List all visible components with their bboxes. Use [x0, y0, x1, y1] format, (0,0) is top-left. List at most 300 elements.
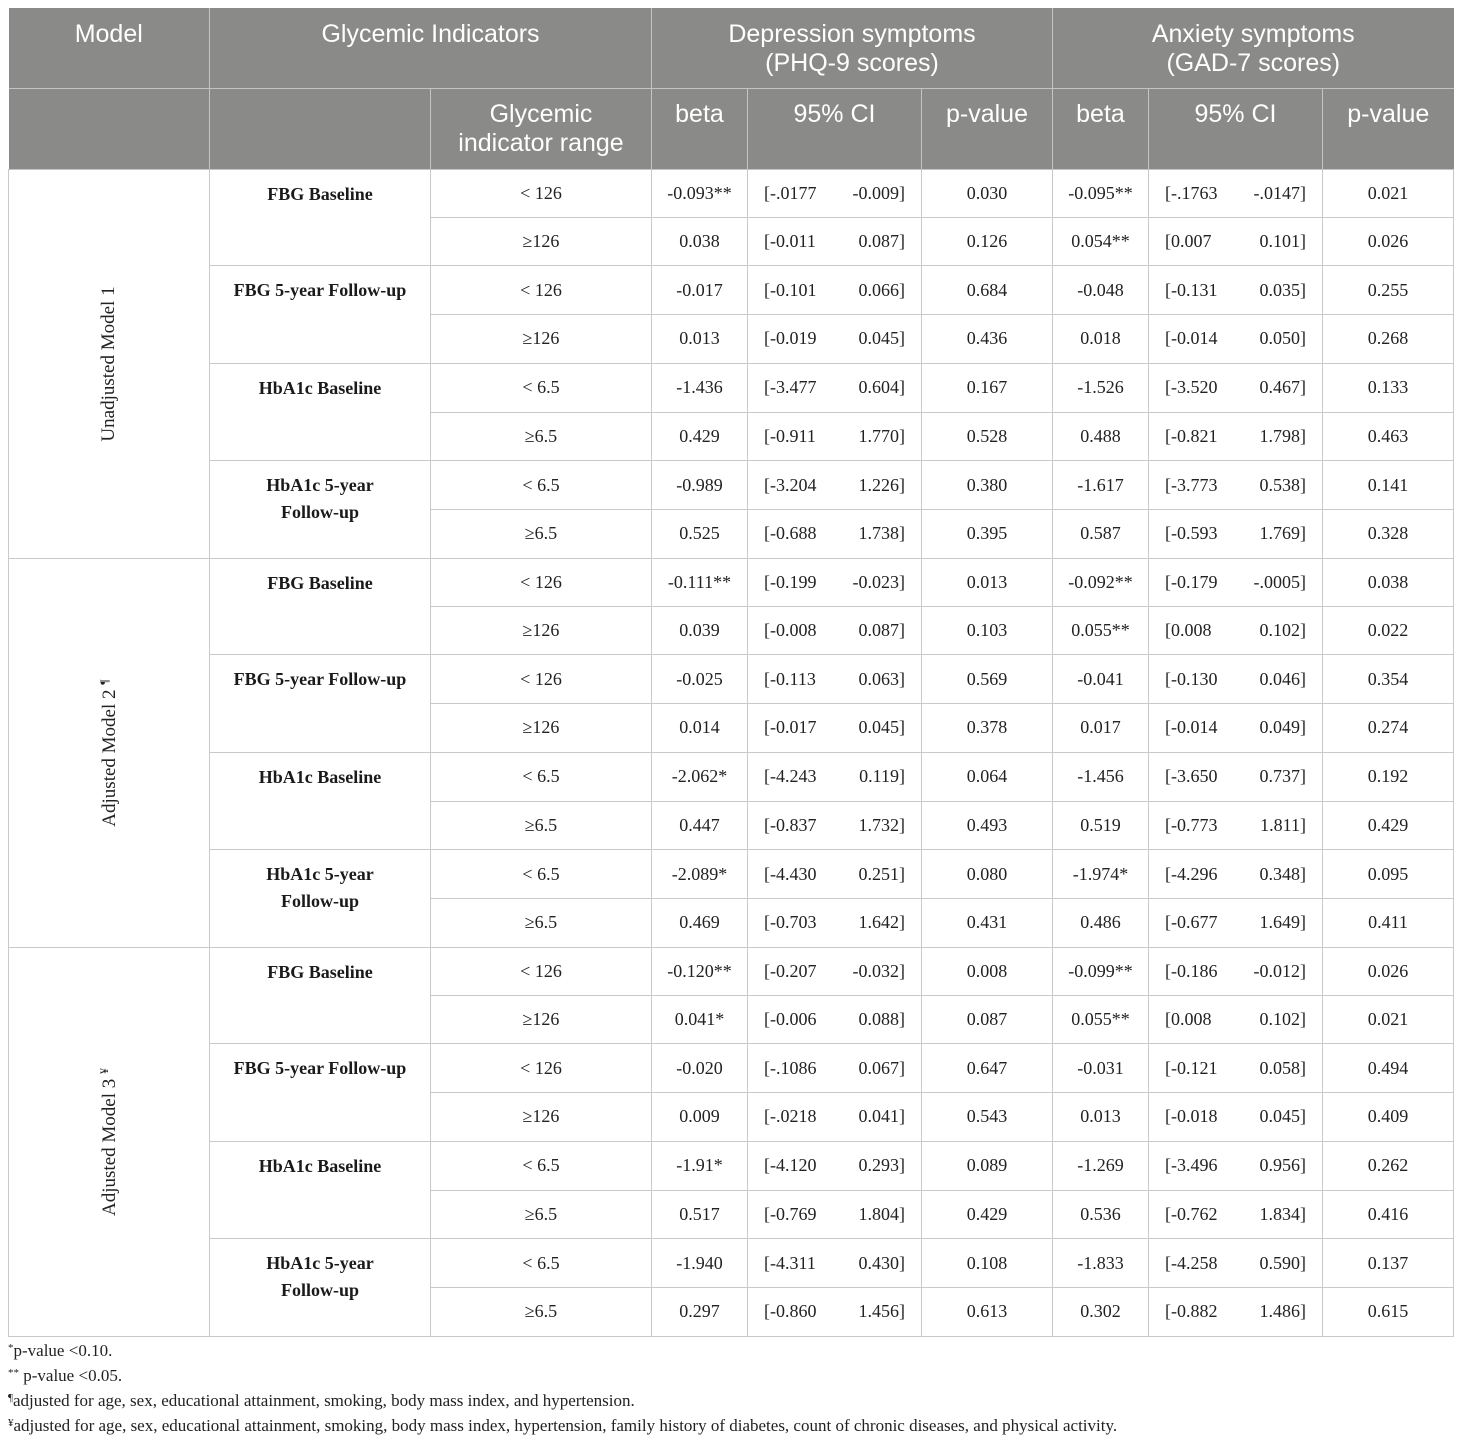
- anxiety-ci-upper-cell: 1.811]: [1236, 801, 1323, 849]
- indicator-cell: [210, 266, 431, 363]
- depression-beta-cell: 0.429: [652, 412, 748, 460]
- anxiety-beta-cell: -0.095**: [1053, 169, 1149, 217]
- range-cell: ≥6.5: [431, 1288, 652, 1336]
- header-empty-indicator: [210, 88, 431, 169]
- range-cell: < 6.5: [431, 1141, 652, 1190]
- range-cell: < 126: [431, 1044, 652, 1093]
- footnote-text: p-value <0.10.: [13, 1341, 113, 1360]
- anxiety-beta-cell: -0.031: [1053, 1044, 1149, 1093]
- anxiety-ci-upper-cell: 1.486]: [1236, 1288, 1323, 1336]
- indicator-cell: [210, 1141, 431, 1238]
- depression-ci-lower-cell: [-.0218: [748, 1093, 835, 1141]
- anxiety-ci-upper-cell: 0.102]: [1236, 995, 1323, 1043]
- footnote-mark: ¶: [8, 1392, 13, 1404]
- range-cell: ≥6.5: [431, 412, 652, 460]
- anxiety-ci-upper-cell: 1.649]: [1236, 899, 1323, 947]
- anxiety-pvalue-cell: 0.463: [1323, 412, 1454, 460]
- depression-beta-cell: 0.297: [652, 1288, 748, 1336]
- anxiety-beta-cell: 0.018: [1053, 315, 1149, 363]
- depression-beta-cell: 0.013: [652, 315, 748, 363]
- depression-beta-cell: 0.038: [652, 217, 748, 265]
- anxiety-beta-cell: 0.017: [1053, 704, 1149, 752]
- depression-pvalue-cell: 0.569: [922, 655, 1053, 704]
- header-depression: [652, 8, 1053, 88]
- anxiety-ci-lower-cell: [-0.131: [1149, 266, 1236, 315]
- model-label: [98, 286, 120, 441]
- footnote-text: adjusted for age, sex, educational attainment, smoking, body mass index, and hypertension.: [12, 1391, 635, 1410]
- model-label-wrap: [9, 170, 209, 558]
- model-label: [97, 1068, 121, 1216]
- model-label-wrap: [9, 948, 209, 1336]
- anxiety-beta-cell: -0.041: [1053, 655, 1149, 704]
- anxiety-pvalue-cell: 0.137: [1323, 1239, 1454, 1288]
- depression-ci-upper-cell: 0.088]: [835, 995, 922, 1043]
- header-anxiety: [1053, 8, 1454, 88]
- depression-ci-lower-cell: [-.0177: [748, 169, 835, 217]
- depression-ci-upper-cell: -0.032]: [835, 947, 922, 995]
- table-row: [9, 655, 1454, 704]
- header-glycemic-indicators: Glycemic Indicators: [210, 8, 652, 88]
- anxiety-beta-cell: -1.269: [1053, 1141, 1149, 1190]
- depression-ci-upper-cell: -0.023]: [835, 558, 922, 606]
- table-row: [9, 1044, 1454, 1093]
- anxiety-ci-upper-cell: 0.590]: [1236, 1239, 1323, 1288]
- depression-beta-cell: -0.017: [652, 266, 748, 315]
- header-depression-ci: 95% CI: [748, 88, 922, 169]
- model-name: Adjusted Model 3: [99, 1078, 121, 1216]
- depression-pvalue-cell: 0.108: [922, 1239, 1053, 1288]
- header-model: Model: [9, 8, 210, 88]
- anxiety-pvalue-cell: 0.268: [1323, 315, 1454, 363]
- depression-beta-cell: 0.447: [652, 801, 748, 849]
- range-cell: < 126: [431, 655, 652, 704]
- depression-ci-upper-cell: 1.456]: [835, 1288, 922, 1336]
- anxiety-ci-lower-cell: [0.008: [1149, 606, 1236, 654]
- model-cell: [9, 558, 210, 947]
- depression-beta-cell: 0.525: [652, 510, 748, 558]
- header-anxiety-line1: Anxiety symptoms: [1151, 20, 1355, 48]
- anxiety-pvalue-cell: 0.021: [1323, 995, 1454, 1043]
- anxiety-ci-upper-cell: 0.956]: [1236, 1141, 1323, 1190]
- depression-ci-lower-cell: [-4.311: [748, 1239, 835, 1288]
- table-header: [9, 8, 1454, 169]
- depression-ci-lower-cell: [-0.837: [748, 801, 835, 849]
- depression-pvalue-cell: 0.089: [922, 1141, 1053, 1190]
- table-row: [9, 947, 1454, 995]
- depression-ci-lower-cell: [-0.008: [748, 606, 835, 654]
- depression-pvalue-cell: 0.126: [922, 217, 1053, 265]
- anxiety-pvalue-cell: 0.411: [1323, 899, 1454, 947]
- anxiety-ci-upper-cell: 0.058]: [1236, 1044, 1323, 1093]
- depression-beta-cell: 0.039: [652, 606, 748, 654]
- header-anxiety-pvalue: p-value: [1323, 88, 1454, 169]
- depression-beta-cell: -0.093**: [652, 169, 748, 217]
- anxiety-ci-lower-cell: [-.1763: [1149, 169, 1236, 217]
- anxiety-ci-lower-cell: [-3.650: [1149, 752, 1236, 801]
- depression-pvalue-cell: 0.087: [922, 995, 1053, 1043]
- indicator-cell: [210, 947, 431, 1044]
- indicator-cell: [210, 850, 431, 947]
- depression-beta-cell: 0.517: [652, 1190, 748, 1238]
- indicator-cell: [210, 1239, 431, 1336]
- range-cell: ≥6.5: [431, 1190, 652, 1238]
- depression-ci-lower-cell: [-0.860: [748, 1288, 835, 1336]
- header-empty-model: [9, 88, 210, 169]
- depression-pvalue-cell: 0.103: [922, 606, 1053, 654]
- indicator-cell: [210, 752, 431, 849]
- depression-ci-lower-cell: [-0.113: [748, 655, 835, 704]
- anxiety-ci-upper-cell: 0.045]: [1236, 1093, 1323, 1141]
- depression-ci-upper-cell: 0.293]: [835, 1141, 922, 1190]
- header-depression-line1: Depression symptoms: [728, 20, 976, 48]
- indicator-label: HbA1c 5-year: [266, 864, 374, 885]
- anxiety-ci-lower-cell: [-0.130: [1149, 655, 1236, 704]
- header-depression-line2: (PHQ-9 scores): [765, 49, 939, 77]
- table-row: [9, 558, 1454, 606]
- depression-ci-lower-cell: [-3.477: [748, 363, 835, 412]
- header-range-line2: indicator range: [458, 128, 624, 157]
- anxiety-ci-upper-cell: 1.798]: [1236, 412, 1323, 460]
- depression-ci-upper-cell: 1.642]: [835, 899, 922, 947]
- anxiety-pvalue-cell: 0.133: [1323, 363, 1454, 412]
- indicator-label: Follow-up: [280, 1280, 359, 1301]
- depression-beta-cell: -0.020: [652, 1044, 748, 1093]
- model-label: [97, 679, 121, 826]
- anxiety-beta-cell: -1.526: [1053, 363, 1149, 412]
- footnote-line: [8, 1388, 1117, 1413]
- depression-ci-lower-cell: [-0.688: [748, 510, 835, 558]
- depression-pvalue-cell: 0.380: [922, 461, 1053, 510]
- anxiety-ci-upper-cell: 0.050]: [1236, 315, 1323, 363]
- range-cell: ≥6.5: [431, 510, 652, 558]
- depression-beta-cell: -2.089*: [652, 850, 748, 899]
- anxiety-ci-lower-cell: [-0.773: [1149, 801, 1236, 849]
- depression-ci-upper-cell: -0.009]: [835, 169, 922, 217]
- anxiety-ci-upper-cell: 1.834]: [1236, 1190, 1323, 1238]
- results-table: [8, 8, 1454, 1337]
- anxiety-beta-cell: -1.974*: [1053, 850, 1149, 899]
- anxiety-ci-lower-cell: [-0.014: [1149, 704, 1236, 752]
- anxiety-pvalue-cell: 0.192: [1323, 752, 1454, 801]
- anxiety-beta-cell: -1.833: [1053, 1239, 1149, 1288]
- indicator-label: FBG Baseline: [267, 961, 373, 982]
- indicator-label: HbA1c Baseline: [258, 1155, 382, 1176]
- anxiety-beta-cell: 0.486: [1053, 899, 1149, 947]
- anxiety-ci-lower-cell: [-0.018: [1149, 1093, 1236, 1141]
- depression-ci-lower-cell: [-0.019: [748, 315, 835, 363]
- depression-ci-lower-cell: [-0.101: [748, 266, 835, 315]
- depression-ci-upper-cell: 0.045]: [835, 704, 922, 752]
- range-cell: ≥126: [431, 217, 652, 265]
- anxiety-pvalue-cell: 0.409: [1323, 1093, 1454, 1141]
- indicator-label: FBG Baseline: [267, 572, 373, 593]
- anxiety-ci-lower-cell: [-3.773: [1149, 461, 1236, 510]
- depression-ci-upper-cell: 0.041]: [835, 1093, 922, 1141]
- range-cell: < 126: [431, 947, 652, 995]
- anxiety-pvalue-cell: 0.022: [1323, 606, 1454, 654]
- indicator-label: Follow-up: [280, 502, 359, 523]
- anxiety-ci-lower-cell: [-4.258: [1149, 1239, 1236, 1288]
- anxiety-ci-lower-cell: [-0.014: [1149, 315, 1236, 363]
- range-cell: ≥126: [431, 1093, 652, 1141]
- anxiety-beta-cell: -1.617: [1053, 461, 1149, 510]
- depression-beta-cell: -0.025: [652, 655, 748, 704]
- anxiety-pvalue-cell: 0.026: [1323, 217, 1454, 265]
- table-row: [9, 850, 1454, 899]
- anxiety-pvalue-cell: 0.095: [1323, 850, 1454, 899]
- anxiety-pvalue-cell: 0.274: [1323, 704, 1454, 752]
- indicator-cell: [210, 655, 431, 752]
- anxiety-pvalue-cell: 0.354: [1323, 655, 1454, 704]
- anxiety-ci-upper-cell: 0.049]: [1236, 704, 1323, 752]
- anxiety-pvalue-cell: 0.494: [1323, 1044, 1454, 1093]
- range-cell: < 6.5: [431, 1239, 652, 1288]
- anxiety-pvalue-cell: 0.038: [1323, 558, 1454, 606]
- depression-ci-upper-cell: 0.430]: [835, 1239, 922, 1288]
- table-row: [9, 266, 1454, 315]
- depression-ci-upper-cell: 0.087]: [835, 606, 922, 654]
- anxiety-ci-lower-cell: [-0.186: [1149, 947, 1236, 995]
- table-row: [9, 1141, 1454, 1190]
- depression-pvalue-cell: 0.030: [922, 169, 1053, 217]
- indicator-label: FBG 5-year Follow-up: [233, 280, 407, 301]
- anxiety-pvalue-cell: 0.262: [1323, 1141, 1454, 1190]
- footnote-line: [8, 1338, 1117, 1363]
- anxiety-ci-lower-cell: [-0.179: [1149, 558, 1236, 606]
- depression-ci-lower-cell: [-0.703: [748, 899, 835, 947]
- anxiety-pvalue-cell: 0.255: [1323, 266, 1454, 315]
- table-row: [9, 752, 1454, 801]
- range-cell: ≥126: [431, 995, 652, 1043]
- depression-beta-cell: -1.940: [652, 1239, 748, 1288]
- depression-beta-cell: 0.469: [652, 899, 748, 947]
- range-cell: ≥126: [431, 704, 652, 752]
- header-anxiety-beta: beta: [1053, 88, 1149, 169]
- header-depression-beta: beta: [652, 88, 748, 169]
- header-anxiety-line2: (GAD-7 scores): [1166, 49, 1341, 77]
- depression-pvalue-cell: 0.436: [922, 315, 1053, 363]
- depression-ci-upper-cell: 0.066]: [835, 266, 922, 315]
- depression-pvalue-cell: 0.684: [922, 266, 1053, 315]
- depression-pvalue-cell: 0.613: [922, 1288, 1053, 1336]
- indicator-cell: [210, 1044, 431, 1141]
- header-range-line1: Glycemic: [489, 99, 593, 128]
- anxiety-ci-upper-cell: -0.012]: [1236, 947, 1323, 995]
- depression-beta-cell: 0.014: [652, 704, 748, 752]
- anxiety-ci-upper-cell: 1.769]: [1236, 510, 1323, 558]
- anxiety-pvalue-cell: 0.021: [1323, 169, 1454, 217]
- model-name: Adjusted Model 2: [99, 688, 121, 827]
- depression-ci-upper-cell: 1.732]: [835, 801, 922, 849]
- anxiety-beta-cell: 0.519: [1053, 801, 1149, 849]
- anxiety-beta-cell: -0.099**: [1053, 947, 1149, 995]
- depression-ci-upper-cell: 1.770]: [835, 412, 922, 460]
- header-depression-pvalue: p-value: [922, 88, 1053, 169]
- depression-beta-cell: 0.041*: [652, 995, 748, 1043]
- depression-beta-cell: -0.989: [652, 461, 748, 510]
- anxiety-beta-cell: 0.055**: [1053, 606, 1149, 654]
- footnote-line: [8, 1413, 1117, 1438]
- anxiety-beta-cell: 0.055**: [1053, 995, 1149, 1043]
- header-range: [431, 88, 652, 169]
- anxiety-beta-cell: -0.048: [1053, 266, 1149, 315]
- indicator-label: FBG Baseline: [267, 183, 373, 204]
- depression-ci-upper-cell: 0.119]: [835, 752, 922, 801]
- depression-ci-lower-cell: [-0.207: [748, 947, 835, 995]
- range-cell: < 6.5: [431, 752, 652, 801]
- depression-beta-cell: -0.120**: [652, 947, 748, 995]
- depression-ci-upper-cell: 0.087]: [835, 217, 922, 265]
- anxiety-pvalue-cell: 0.026: [1323, 947, 1454, 995]
- anxiety-beta-cell: 0.536: [1053, 1190, 1149, 1238]
- model-cell: [9, 947, 210, 1336]
- depression-ci-upper-cell: 1.226]: [835, 461, 922, 510]
- anxiety-ci-upper-cell: -.0005]: [1236, 558, 1323, 606]
- anxiety-ci-lower-cell: [-3.520: [1149, 363, 1236, 412]
- anxiety-ci-lower-cell: [-0.882: [1149, 1288, 1236, 1336]
- indicator-cell: [210, 558, 431, 655]
- depression-ci-lower-cell: [-0.011: [748, 217, 835, 265]
- indicator-cell: [210, 169, 431, 266]
- depression-pvalue-cell: 0.493: [922, 801, 1053, 849]
- footnote-mark: *: [8, 1342, 14, 1354]
- depression-ci-upper-cell: 1.738]: [835, 510, 922, 558]
- table-row: [9, 363, 1454, 412]
- depression-pvalue-cell: 0.543: [922, 1093, 1053, 1141]
- depression-ci-lower-cell: [-4.430: [748, 850, 835, 899]
- anxiety-ci-upper-cell: 0.102]: [1236, 606, 1323, 654]
- depression-ci-lower-cell: [-3.204: [748, 461, 835, 510]
- range-cell: < 126: [431, 266, 652, 315]
- range-cell: < 126: [431, 169, 652, 217]
- anxiety-ci-lower-cell: [-0.821: [1149, 412, 1236, 460]
- range-cell: < 6.5: [431, 461, 652, 510]
- depression-ci-upper-cell: 0.063]: [835, 655, 922, 704]
- indicator-label: FBG 5-year Follow-up: [233, 669, 407, 690]
- depression-pvalue-cell: 0.647: [922, 1044, 1053, 1093]
- anxiety-ci-upper-cell: 0.538]: [1236, 461, 1323, 510]
- depression-beta-cell: -1.91*: [652, 1141, 748, 1190]
- anxiety-ci-lower-cell: [0.007: [1149, 217, 1236, 265]
- indicator-label: HbA1c 5-year: [266, 1253, 374, 1274]
- anxiety-ci-upper-cell: 0.035]: [1236, 266, 1323, 315]
- footnote-text: adjusted for age, sex, educational attainment, smoking, body mass index, hypertension, family history of diabetes, count of chronic diseases, and physical activity.: [13, 1416, 1118, 1435]
- range-cell: ≥6.5: [431, 899, 652, 947]
- range-cell: < 6.5: [431, 363, 652, 412]
- depression-pvalue-cell: 0.167: [922, 363, 1053, 412]
- indicator-label: HbA1c 5-year: [266, 475, 374, 496]
- depression-ci-lower-cell: [-0.017: [748, 704, 835, 752]
- indicator-label: Follow-up: [280, 891, 359, 912]
- depression-pvalue-cell: 0.431: [922, 899, 1053, 947]
- anxiety-beta-cell: -1.456: [1053, 752, 1149, 801]
- depression-ci-lower-cell: [-0.199: [748, 558, 835, 606]
- footnote-line: [8, 1363, 1117, 1388]
- indicator-cell: [210, 461, 431, 558]
- depression-beta-cell: -1.436: [652, 363, 748, 412]
- range-cell: ≥6.5: [431, 801, 652, 849]
- depression-pvalue-cell: 0.013: [922, 558, 1053, 606]
- depression-pvalue-cell: 0.064: [922, 752, 1053, 801]
- model-name: Unadjusted Model 1: [98, 285, 119, 442]
- anxiety-ci-lower-cell: [-0.121: [1149, 1044, 1236, 1093]
- depression-pvalue-cell: 0.429: [922, 1190, 1053, 1238]
- anxiety-ci-upper-cell: -.0147]: [1236, 169, 1323, 217]
- depression-pvalue-cell: 0.080: [922, 850, 1053, 899]
- indicator-label: FBG 5-year Follow-up: [233, 1058, 407, 1079]
- anxiety-ci-lower-cell: [-4.296: [1149, 850, 1236, 899]
- indicator-label: HbA1c Baseline: [258, 377, 382, 398]
- depression-ci-upper-cell: 0.045]: [835, 315, 922, 363]
- anxiety-ci-upper-cell: 0.101]: [1236, 217, 1323, 265]
- depression-beta-cell: 0.009: [652, 1093, 748, 1141]
- anxiety-beta-cell: -0.092**: [1053, 558, 1149, 606]
- depression-beta-cell: -2.062*: [652, 752, 748, 801]
- anxiety-ci-lower-cell: [-3.496: [1149, 1141, 1236, 1190]
- anxiety-ci-upper-cell: 0.737]: [1236, 752, 1323, 801]
- depression-ci-upper-cell: 1.804]: [835, 1190, 922, 1238]
- depression-pvalue-cell: 0.008: [922, 947, 1053, 995]
- model-label-wrap: [9, 559, 209, 947]
- footnote-mark: ¥: [8, 1417, 14, 1429]
- range-cell: < 6.5: [431, 850, 652, 899]
- depression-ci-upper-cell: 0.067]: [835, 1044, 922, 1093]
- depression-ci-lower-cell: [-4.120: [748, 1141, 835, 1190]
- anxiety-ci-lower-cell: [-0.762: [1149, 1190, 1236, 1238]
- depression-ci-upper-cell: 0.251]: [835, 850, 922, 899]
- range-cell: ≥126: [431, 315, 652, 363]
- anxiety-beta-cell: 0.013: [1053, 1093, 1149, 1141]
- depression-ci-upper-cell: 0.604]: [835, 363, 922, 412]
- table-row: [9, 1239, 1454, 1288]
- model-footnote-mark: ¶: [96, 678, 111, 685]
- depression-ci-lower-cell: [-4.243: [748, 752, 835, 801]
- anxiety-ci-upper-cell: 0.467]: [1236, 363, 1323, 412]
- table-body: [9, 169, 1454, 1336]
- footnote-text: p-value <0.05.: [19, 1366, 123, 1385]
- depression-ci-lower-cell: [-0.911: [748, 412, 835, 460]
- depression-pvalue-cell: 0.378: [922, 704, 1053, 752]
- range-cell: < 126: [431, 558, 652, 606]
- table-row: [9, 461, 1454, 510]
- depression-ci-lower-cell: [-0.769: [748, 1190, 835, 1238]
- range-cell: ≥126: [431, 606, 652, 654]
- depression-ci-lower-cell: [-.1086: [748, 1044, 835, 1093]
- anxiety-beta-cell: 0.302: [1053, 1288, 1149, 1336]
- depression-beta-cell: -0.111**: [652, 558, 748, 606]
- depression-pvalue-cell: 0.528: [922, 412, 1053, 460]
- anxiety-ci-lower-cell: [-0.593: [1149, 510, 1236, 558]
- anxiety-ci-lower-cell: [-0.677: [1149, 899, 1236, 947]
- table-row: [9, 169, 1454, 217]
- footnote-mark: **: [8, 1367, 19, 1379]
- depression-ci-lower-cell: [-0.006: [748, 995, 835, 1043]
- anxiety-pvalue-cell: 0.416: [1323, 1190, 1454, 1238]
- anxiety-pvalue-cell: 0.328: [1323, 510, 1454, 558]
- depression-pvalue-cell: 0.395: [922, 510, 1053, 558]
- anxiety-pvalue-cell: 0.429: [1323, 801, 1454, 849]
- footnotes: [8, 1338, 1117, 1438]
- indicator-cell: [210, 363, 431, 460]
- anxiety-beta-cell: 0.488: [1053, 412, 1149, 460]
- anxiety-ci-upper-cell: 0.348]: [1236, 850, 1323, 899]
- anxiety-beta-cell: 0.587: [1053, 510, 1149, 558]
- anxiety-ci-upper-cell: 0.046]: [1236, 655, 1323, 704]
- anxiety-pvalue-cell: 0.141: [1323, 461, 1454, 510]
- anxiety-ci-lower-cell: [0.008: [1149, 995, 1236, 1043]
- header-anxiety-ci: 95% CI: [1149, 88, 1323, 169]
- indicator-label: HbA1c Baseline: [258, 766, 382, 787]
